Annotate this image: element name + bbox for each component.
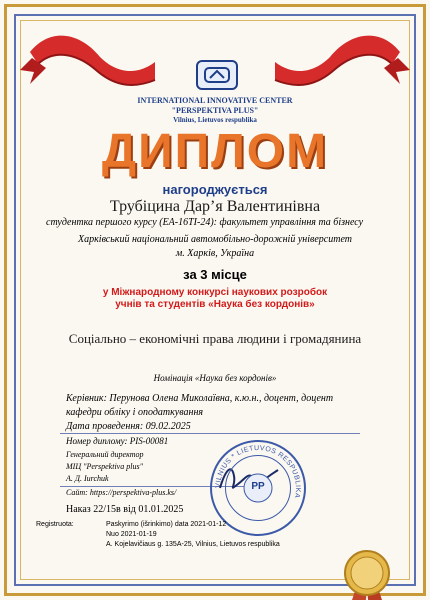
place-label: за 3 місце xyxy=(183,267,247,282)
diploma-number: Номер диплому: PIS-00081 xyxy=(66,436,169,446)
research-topic: Соціально – економічні права людини і громадянина xyxy=(68,331,362,346)
diploma-title: ДИПЛОМ xyxy=(101,125,329,178)
event-date: Дата проведення: 09.02.2025 xyxy=(66,421,191,432)
stamp-center-text: PP xyxy=(251,481,265,492)
supervisor-line2: кафедри обліку і оподаткування xyxy=(66,407,204,418)
registration-line2: Nuo 2021-01-19 xyxy=(106,531,157,538)
logo-icon xyxy=(203,66,231,84)
registration-line1: Paskyrimo (išrinkimo) data 2021-01-12 xyxy=(106,521,227,528)
recipient-name: Трубіцина Дар’я Валентинівна xyxy=(109,198,321,215)
director-org: МІЦ "Perspektiva plus" xyxy=(66,462,143,471)
contest-line2: учнів та студентів «Наука без кордонів» xyxy=(115,299,315,310)
separator xyxy=(60,433,360,434)
ribbon-right-decoration xyxy=(270,22,410,92)
nomination: Номінація «Наука без кордонів» xyxy=(153,373,277,383)
director-name: А. Д. Іurchuk xyxy=(66,474,109,483)
recipient-city: м. Харків, Україна xyxy=(175,248,255,259)
center-name-line2: "PERSPEKTIVA PLUS" xyxy=(171,106,259,115)
gold-seal-icon xyxy=(335,545,399,600)
director-title: Генеральний директор xyxy=(66,450,144,459)
recipient-course: студентка першого курсу (ЕА-16ТІ-24): факультет управління та бізнесу xyxy=(46,217,364,228)
website: Сайт: https://perspektiva-plus.ks/ xyxy=(66,488,177,497)
registration-line3: A. Kojelavičiaus g. 135A-25, Vilnius, Lietuvos respublika xyxy=(106,541,280,548)
center-location: Vilnius, Lietuvos respublika xyxy=(173,116,257,124)
center-name-line1: INTERNATIONAL INNOVATIVE CENTER xyxy=(137,96,293,105)
organization-logo xyxy=(196,60,238,90)
registration-label: Registruota: xyxy=(36,521,74,528)
awarded-heading: нагороджується xyxy=(162,182,268,197)
stamp-ring-text: VILNIUS * LIETUVOS RESPUBLIKA xyxy=(214,444,302,499)
ribbon-left-decoration xyxy=(20,22,160,92)
contest-line1: у Міжнародному конкурсі наукових розробок xyxy=(102,287,328,298)
recipient-university: Харківський національний автомобільно-дорожній університет xyxy=(78,234,352,245)
supervisor-line1: Керівник: Перунова Олена Миколаївна, к.ю.н., доцент, доцент xyxy=(66,393,334,404)
order-number: Наказ 22/15в від 01.01.2025 xyxy=(66,504,184,515)
